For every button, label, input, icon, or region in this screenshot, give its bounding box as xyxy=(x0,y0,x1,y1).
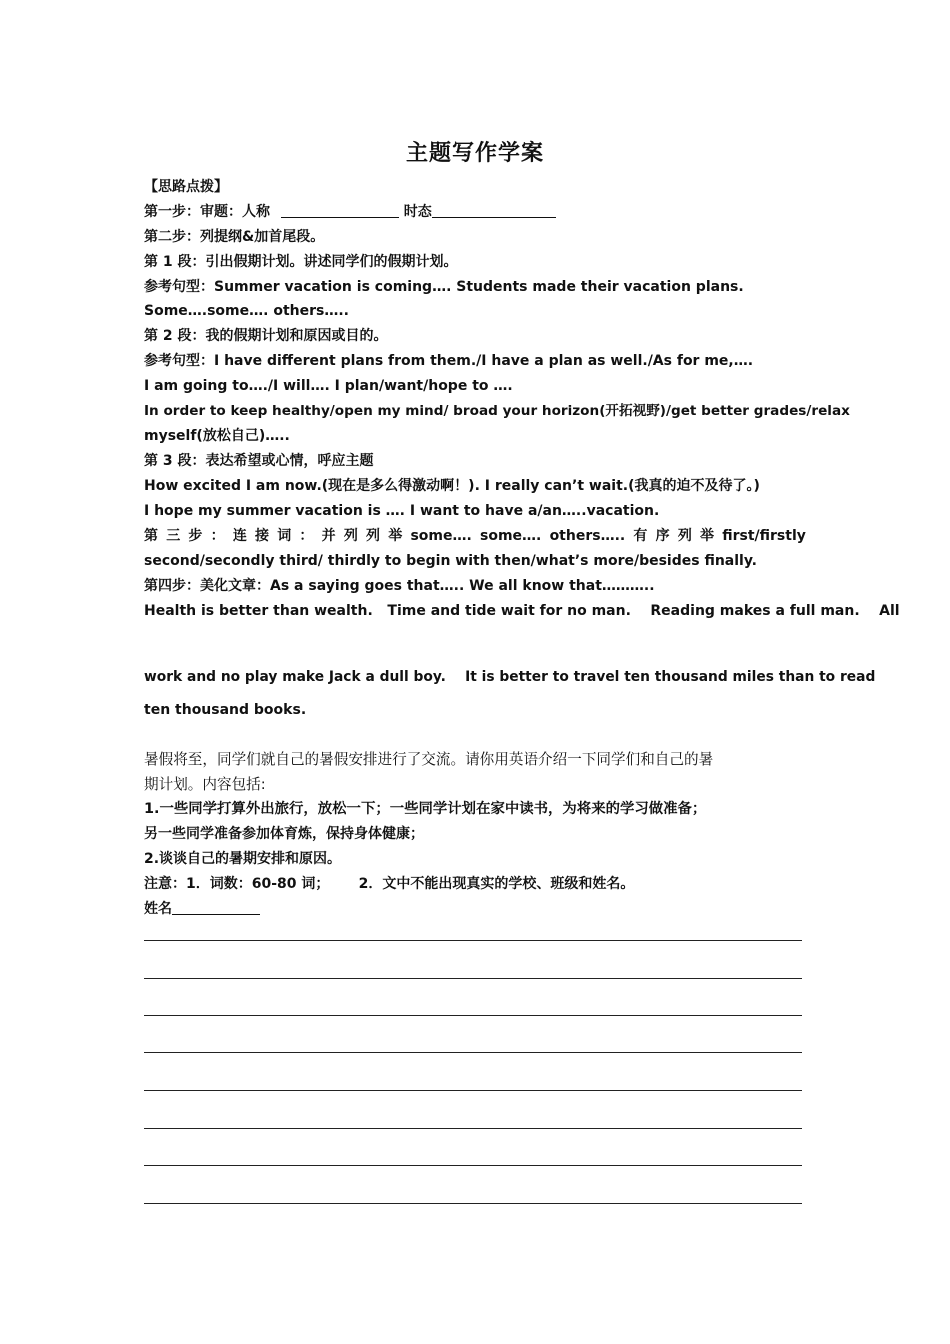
step3-part: ： xyxy=(299,528,314,544)
step3-part: 有 xyxy=(633,528,648,544)
para2-line: 第 2 段：我的假期计划和原因或目的。 xyxy=(144,328,388,344)
tense-blank[interactable] xyxy=(432,203,556,218)
step3-part: some…. xyxy=(410,528,472,544)
writing-line[interactable] xyxy=(144,1015,802,1016)
step3-line-2: second/secondly third/ thirdly to begin with then/what’s more/besides finally. xyxy=(144,553,757,569)
step3-part: 接 xyxy=(255,528,270,544)
step1-line xyxy=(144,202,806,222)
ref3-line-b: I hope my summer vacation is …. I want to have a/an…..vacation. xyxy=(144,503,660,519)
ref2-line-c: In order to keep healthy/open my mind/ broad your horizon(开拓视野)/get better grades/relax xyxy=(144,403,850,419)
step3-part: 三 xyxy=(166,528,181,544)
step3-part: 举 xyxy=(700,528,715,544)
page-title: 主题写作学案 xyxy=(405,141,544,166)
step3-part: 连 xyxy=(232,528,247,544)
step3-part: 第 xyxy=(144,528,158,544)
step4-line: 第四步：美化文章：As a saying goes that….. We all know that……….. xyxy=(144,578,655,594)
ref2-line-a: 参考句型：I have different plans from them./I have a plan as well./As for me,…. xyxy=(144,353,754,369)
step3-part: 列 xyxy=(366,528,381,544)
step3-part: 并 xyxy=(321,528,336,544)
ref1-line-a: 参考句型：Summer vacation is coming…. Students made their vacation plans. xyxy=(144,279,744,295)
name-blank[interactable] xyxy=(172,900,260,915)
sayings-line-c: ten thousand books. xyxy=(144,702,307,718)
step3-part: 序 xyxy=(655,528,670,544)
step3-line xyxy=(144,526,806,546)
ref1-line-b: Some….some…. others….. xyxy=(144,303,349,319)
writing-line[interactable] xyxy=(144,1128,802,1129)
step1-label: 第一步：审题：人称 xyxy=(144,204,270,220)
writing-line[interactable] xyxy=(144,1052,802,1053)
para3-line: 第 3 段：表达希望或心情，呼应主题 xyxy=(144,453,374,469)
note-line: 注意：1．词数：60-80 词； 2．文中不能出现真实的学校、班级和姓名。 xyxy=(144,876,635,892)
step3-part: 举 xyxy=(388,528,403,544)
item1-line-a: 1.一些同学打算外出旅行，放松一下；一些同学计划在家中读书，为将来的学习做准备； xyxy=(144,801,707,817)
item2-line: 2.谈谈自己的暑期安排和原因。 xyxy=(144,851,342,867)
ref2-line-b: I am going to…./I will…. I plan/want/hope to …. xyxy=(144,378,513,394)
ref2-line-d: myself(放松自己)….. xyxy=(144,428,290,444)
name-line xyxy=(144,899,806,919)
writing-line[interactable] xyxy=(144,1203,802,1204)
item1-line-b: 另一些同学准备参加体育炼，保持身体健康； xyxy=(144,826,424,842)
para1-line: 第 1 段：引出假期计划。讲述同学们的假期计划。 xyxy=(144,254,458,270)
task-line-b: 期计划。内容包括: xyxy=(144,776,266,793)
step3-part: 步 xyxy=(188,528,203,544)
task-line-a: 暑假将至，同学们就自己的暑假安排进行了交流。请你用英语介绍一下同学们和自己的暑 xyxy=(144,751,714,768)
writing-line[interactable] xyxy=(144,1090,802,1091)
sayings-line-b: work and no play make Jack a dull boy. It is better to travel ten thousand miles than to read xyxy=(144,669,876,685)
step3-part: 词 xyxy=(277,528,292,544)
step3-part: first/firstly xyxy=(722,528,806,544)
tense-label: 时态 xyxy=(403,204,432,220)
step3-part: ： xyxy=(210,528,225,544)
writing-line[interactable] xyxy=(144,940,802,941)
writing-line[interactable] xyxy=(144,1165,802,1166)
step2-line: 第二步：列提纲&加首尾段。 xyxy=(144,229,325,245)
ref3-line-a: How excited I am now.(现在是多么得激动啊！). I really can’t wait.(我真的迫不及待了。) xyxy=(144,478,760,494)
step3-part: 列 xyxy=(343,528,358,544)
step3-part: 列 xyxy=(677,528,692,544)
person-blank[interactable] xyxy=(281,203,399,218)
step3-part: some…. xyxy=(480,528,542,544)
section-heading: 【思路点拨】 xyxy=(144,179,228,195)
step3-part: others….. xyxy=(549,528,626,544)
name-label: 姓名 xyxy=(144,901,172,917)
sayings-line-a: Health is better than wealth. Time and tide wait for no man. Reading makes a full man. All xyxy=(144,603,900,619)
writing-line[interactable] xyxy=(144,978,802,979)
